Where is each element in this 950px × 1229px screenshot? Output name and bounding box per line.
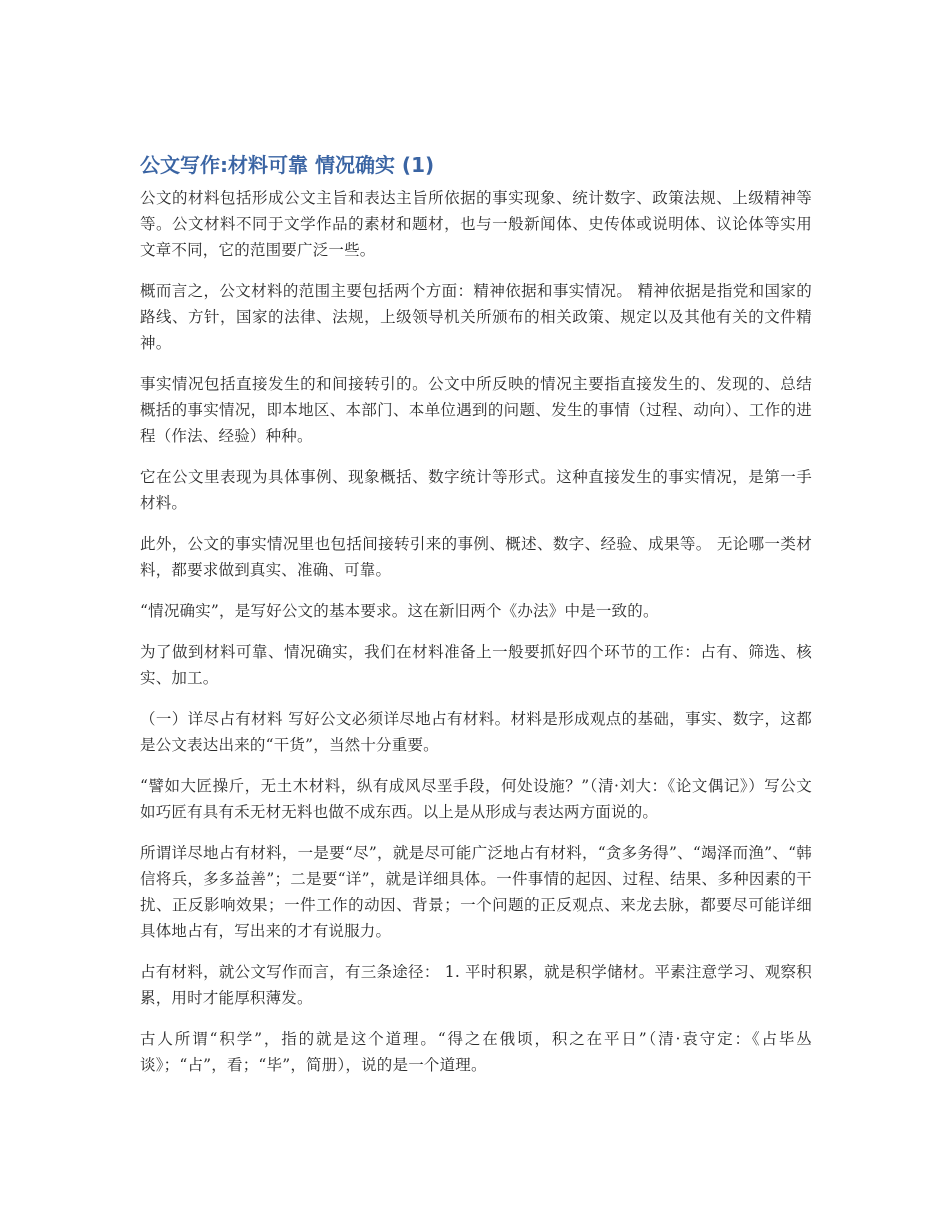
paragraph-8: （一）详尽占有材料 写好公文必须详尽地占有材料。材料是形成观点的基础，事实、数字，这都是公文表达出来的“干货”，当然十分重要。 — [140, 710, 812, 754]
paragraph-6: “情况确实”，是写好公文的基本要求。这在新旧两个《办法》中是一致的。 — [140, 602, 659, 620]
paragraph-1: 公文的材料包括形成公文主旨和表达主旨所依据的事实现象、统计数字、政策法规、上级精神等等。公文材料不同于文学作品的素材和题材，也与一般新闻体、史传体或说明体、议论体等实用文章不同，它的范围要广泛一些。 — [140, 189, 812, 259]
paragraph-12: 古人所谓“积学”，指的就是这个道理。“得之在俄顷，积之在平日”（清·袁守定：《占毕丛谈》；“占”，看；“毕”，简册），说的是一个道理。 — [140, 1030, 812, 1074]
paragraph-10: 所谓详尽地占有材料，一是要“尽”，就是尽可能广泛地占有材料，“贪多务得”、“竭泽而渔”、“韩信将兵，多多益善”；二是要“详”，就是详细具体。一件事情的起因、过程、结果、多种因素的干扰、正反影响效果；一件工作的动因、背景；一个问题的正反观点、来龙去脉，都要尽可能详细具体地占有，写出来的才有说服力。 — [140, 844, 812, 940]
paragraph-11: 占有材料，就公文写作而言，有三条途径： 1. 平时积累，就是积学储材。平素注意学习、观察积累，用时才能厚积薄发。 — [140, 963, 812, 1007]
paragraph-4: 它在公文里表现为具体事例、现象概括、数字统计等形式。这种直接发生的事实情况，是第一手材料。 — [140, 468, 812, 512]
document-page — [140, 150, 812, 1093]
paragraph-7: 为了做到材料可靠、情况确实，我们在材料准备上一般要抓好四个环节的工作：占有、筛选、核实、加工。 — [140, 643, 812, 687]
paragraph-9: “譬如大匠操斤，无土木材料，纵有成风尽垩手段，何处设施？”（清·刘大：《论文偶记》）写公文如巧匠有具有禾无材无料也做不成东西。以上是从形成与表达两方面说的。 — [140, 777, 812, 821]
paragraph-2: 概而言之，公文材料的范围主要包括两个方面：精神依据和事实情况。 精神依据是指党和国家的路线、方针，国家的法律、法规，上级领导机关所颁布的相关政策、规定以及其他有关的文件精神。 — [140, 282, 812, 352]
document-title: 公文写作:材料可靠 情况确实 (1) — [140, 153, 435, 177]
paragraph-5: 此外，公文的事实情况里也包括间接转引来的事例、概述、数字、经验、成果等。 无论哪一类材料，都要求做到真实、准确、可靠。 — [140, 535, 812, 579]
paragraph-3: 事实情况包括直接发生的和间接转引的。公文中所反映的情况主要指直接发生的、发现的、总结概括的事实情况，即本地区、本部门、本单位遇到的问题、发生的事情（过程、动向）、工作的进程（作法、经验）种种。 — [140, 375, 812, 445]
